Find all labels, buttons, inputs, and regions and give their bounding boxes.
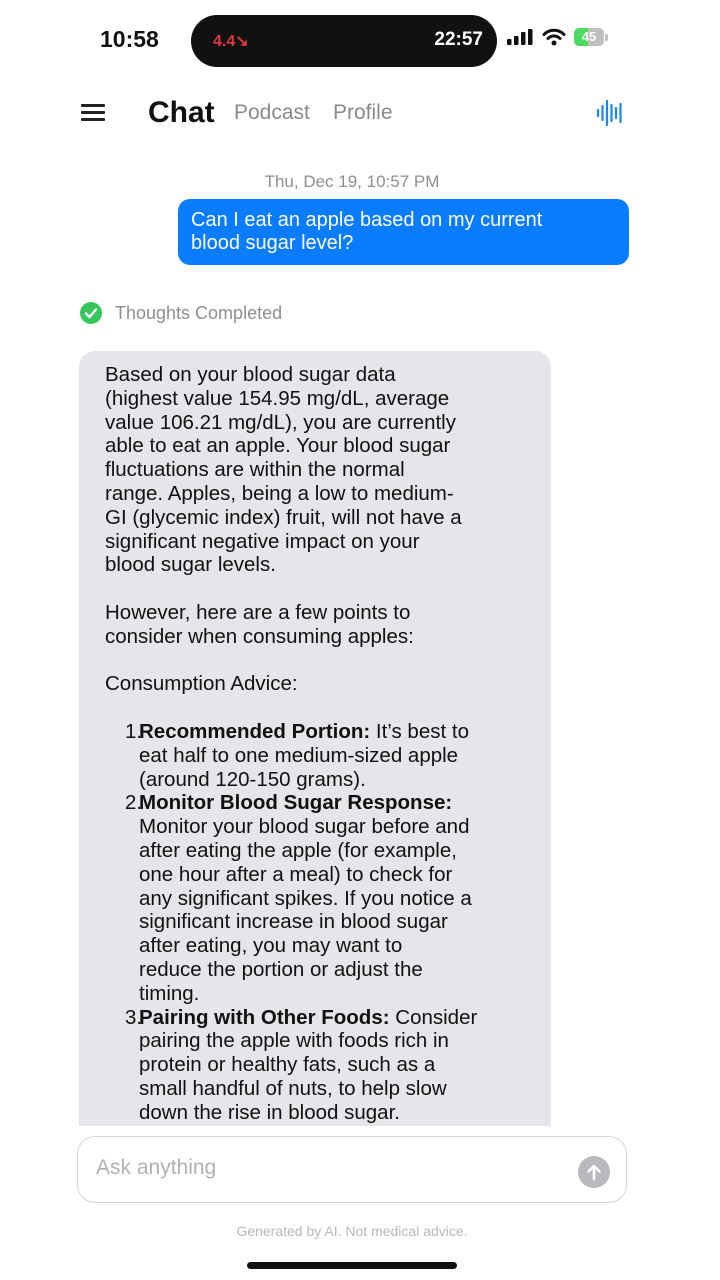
advice-heading: Consumption Advice:	[105, 672, 298, 696]
dynamic-island	[191, 15, 497, 67]
user-message-line: blood sugar level?	[191, 232, 354, 254]
home-indicator[interactable]	[247, 1262, 457, 1269]
point-line: timing.	[139, 981, 200, 1005]
status-time: 10:58	[100, 26, 159, 52]
response-line: GI (glycemic index) fruit, will not have a	[105, 505, 462, 529]
battery-level: 45	[581, 29, 597, 44]
user-message-bubble	[178, 199, 629, 265]
list-number: 3.	[125, 1005, 143, 1029]
point-line: down the rise in blood sugar.	[139, 1100, 400, 1124]
list-item	[105, 720, 543, 791]
tab-podcast[interactable]: Podcast	[234, 101, 310, 124]
voice-waveform-icon[interactable]	[596, 98, 624, 128]
message-composer	[77, 1136, 627, 1203]
point-line: small handful of nuts, to help slow	[139, 1076, 447, 1100]
cellular-signal-icon	[506, 28, 534, 46]
island-time: 22:57	[434, 29, 483, 50]
battery-icon	[574, 28, 608, 46]
point-title: Monitor Blood Sugar Response:	[139, 791, 453, 815]
ai-response-bubble	[79, 351, 551, 1126]
response-line: able to eat an apple. Your blood sugar	[105, 434, 451, 458]
tab-chat[interactable]: Chat	[148, 96, 215, 129]
response-line: blood sugar levels.	[105, 553, 276, 577]
point-line: after eating, you may want to	[139, 934, 403, 958]
response-line: consider when consuming apples:	[105, 624, 414, 648]
point-line: reduce the portion or adjust the	[139, 957, 423, 981]
ai-disclaimer: Generated by AI. Not medical advice.	[236, 1223, 468, 1239]
response-line: value 106.21 mg/dL), you are currently	[105, 410, 456, 434]
response-line: range. Apples, being a low to medium-	[105, 481, 454, 505]
check-circle-icon	[80, 302, 102, 324]
island-indicator: 4.4↘	[213, 33, 249, 50]
response-line: fluctuations are within the normal	[105, 458, 405, 482]
status-icons	[506, 28, 608, 46]
point-text: It’s best to	[370, 719, 469, 743]
response-line: significant negative impact on your	[105, 529, 420, 553]
message-timestamp: Thu, Dec 19, 10:57 PM	[264, 172, 440, 191]
thoughts-status[interactable]	[80, 302, 282, 324]
list-item	[105, 791, 543, 1005]
thoughts-label: Thoughts Completed	[115, 302, 283, 323]
response-line: Based on your blood sugar data	[105, 363, 396, 386]
tab-profile[interactable]: Profile	[333, 101, 393, 124]
point-line: eat half to one medium-sized apple	[139, 743, 459, 767]
ask-input[interactable]	[94, 1155, 558, 1181]
point-text: Consider	[389, 1005, 478, 1029]
point-line: after eating the apple (for example,	[139, 838, 457, 862]
wifi-icon	[542, 28, 566, 46]
list-number: 2.	[125, 791, 143, 815]
user-message-line: Can I eat an apple based on my current	[191, 209, 543, 231]
send-button[interactable]	[578, 1156, 610, 1188]
point-line: significant increase in blood sugar	[139, 910, 448, 934]
point-line: (around 120-150 grams).	[139, 767, 366, 791]
response-line: However, here are a few points to	[105, 600, 411, 624]
point-line: pairing the apple with foods rich in	[139, 1029, 449, 1053]
response-line: (highest value 154.95 mg/dL, average	[105, 386, 450, 410]
advice-list	[105, 720, 543, 1125]
point-title: Pairing with Other Foods:	[139, 1005, 390, 1029]
list-item	[105, 1006, 543, 1125]
point-line: any significant spikes. If you notice a	[139, 886, 472, 910]
arrow-up-icon	[578, 1156, 610, 1188]
point-title: Recommended Portion:	[139, 719, 371, 743]
menu-icon[interactable]	[81, 104, 105, 122]
point-line: Monitor your blood sugar before and	[139, 815, 470, 839]
list-number: 1.	[125, 719, 143, 743]
point-line: one hour after a meal) to check for	[139, 862, 453, 886]
point-line: protein or healthy fats, such as a	[139, 1053, 436, 1077]
